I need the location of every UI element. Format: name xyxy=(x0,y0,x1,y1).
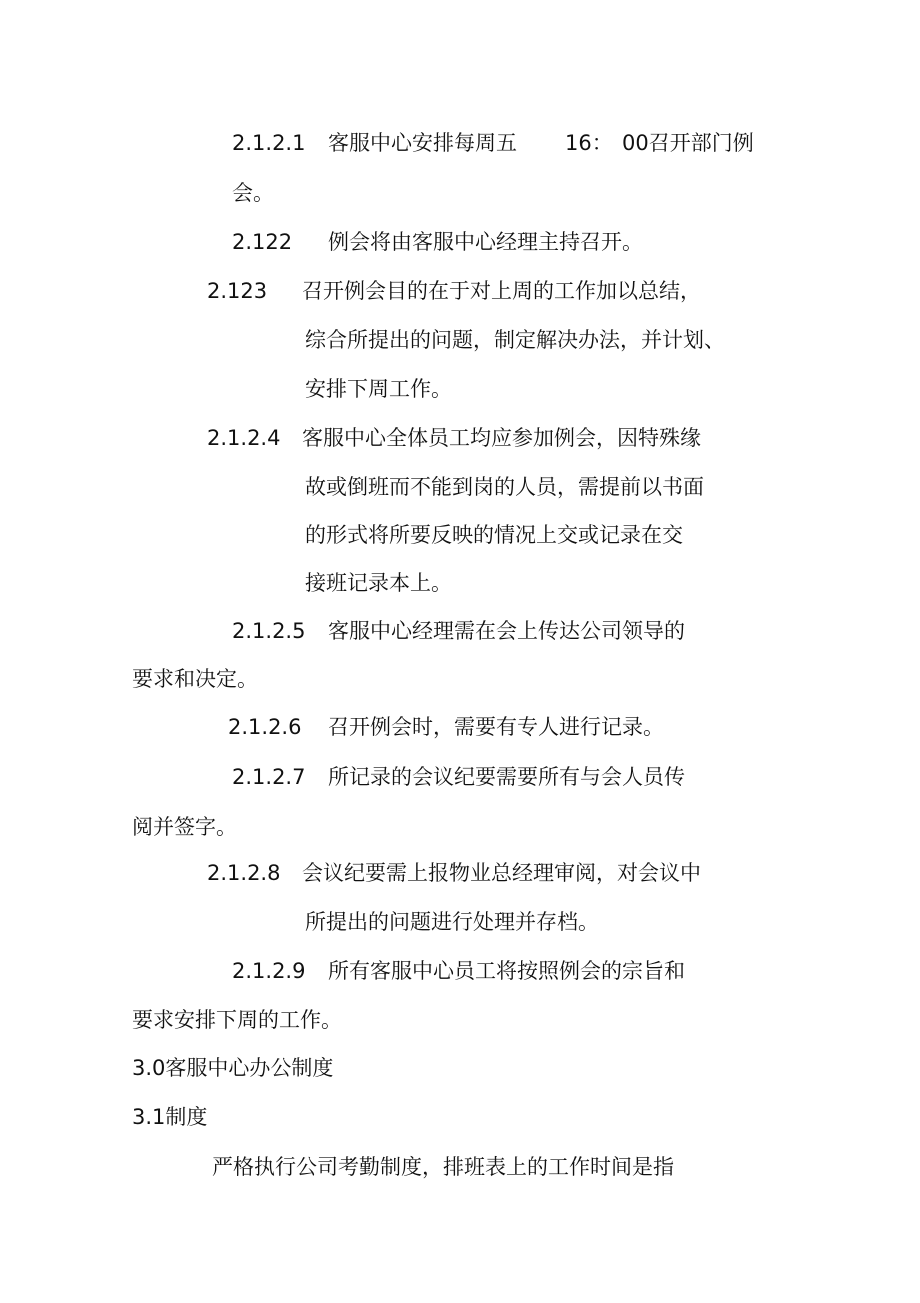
item-continuation: 综合所提出的问题，制定解决办法，并计划、 xyxy=(305,328,725,352)
item-2-1-2-5 xyxy=(232,616,685,646)
subsection-heading: 3.1制度 xyxy=(132,1105,208,1129)
item-text-cont: 00召开部门例 xyxy=(622,131,754,155)
item-number: 2.1.2.1 xyxy=(232,131,306,155)
item-number: 2.122 xyxy=(232,230,293,254)
item-text: 客服中心安排每周五 xyxy=(328,131,517,155)
section-heading: 3.0客服中心办公制度 xyxy=(132,1056,334,1080)
item-number: 2.1.2.8 xyxy=(207,861,281,885)
item-2-1-2-1 xyxy=(232,128,754,158)
item-number: 2.1.2.4 xyxy=(207,426,281,450)
item-2-1-2-4 xyxy=(207,423,701,453)
item-text: 所有客服中心员工将按照例会的宗旨和 xyxy=(328,959,685,983)
item-number: 2.123 xyxy=(207,279,268,303)
item-2-1-2-2 xyxy=(232,227,643,257)
paragraph: 严格执行公司考勤制度，排班表上的工作时间是指 xyxy=(212,1155,674,1179)
item-time: 16： xyxy=(565,131,613,155)
item-text: 召开例会时，需要有专人进行记录。 xyxy=(328,715,664,739)
item-2-1-2-3 xyxy=(207,276,701,306)
item-text: 客服中心经理需在会上传达公司领导的 xyxy=(328,619,685,643)
item-text: 所记录的会议纪要需要所有与会人员传 xyxy=(328,765,685,789)
item-text: 召开例会目的在于对上周的工作加以总结， xyxy=(302,279,701,303)
item-continuation: 安排下周工作。 xyxy=(305,377,452,401)
item-2-1-2-8 xyxy=(207,858,701,888)
item-continuation: 要求安排下周的工作。 xyxy=(132,1008,342,1032)
item-number: 2.1.2.7 xyxy=(232,765,306,789)
item-number: 2.1.2.9 xyxy=(232,959,306,983)
item-continuation: 所提出的问题进行处理并存档。 xyxy=(305,910,599,934)
item-continuation: 要求和决定。 xyxy=(132,667,258,691)
item-2-1-2-7 xyxy=(232,762,685,792)
item-2-1-2-6 xyxy=(228,712,664,742)
item-continuation: 故或倒班而不能到岗的人员，需提前以书面 xyxy=(305,475,704,499)
item-2-1-2-9 xyxy=(232,956,685,986)
item-continuation: 阅并签字。 xyxy=(132,815,237,839)
item-continuation: 接班记录本上。 xyxy=(305,571,452,595)
item-number: 2.1.2.6 xyxy=(228,715,302,739)
item-text: 客服中心全体员工均应参加例会，因特殊缘 xyxy=(302,426,701,450)
item-text: 例会将由客服中心经理主持召开。 xyxy=(328,230,643,254)
item-continuation: 的形式将所要反映的情况上交或记录在交 xyxy=(305,523,683,547)
item-continuation: 会。 xyxy=(232,181,274,205)
item-number: 2.1.2.5 xyxy=(232,619,306,643)
item-text: 会议纪要需上报物业总经理审阅，对会议中 xyxy=(302,861,701,885)
